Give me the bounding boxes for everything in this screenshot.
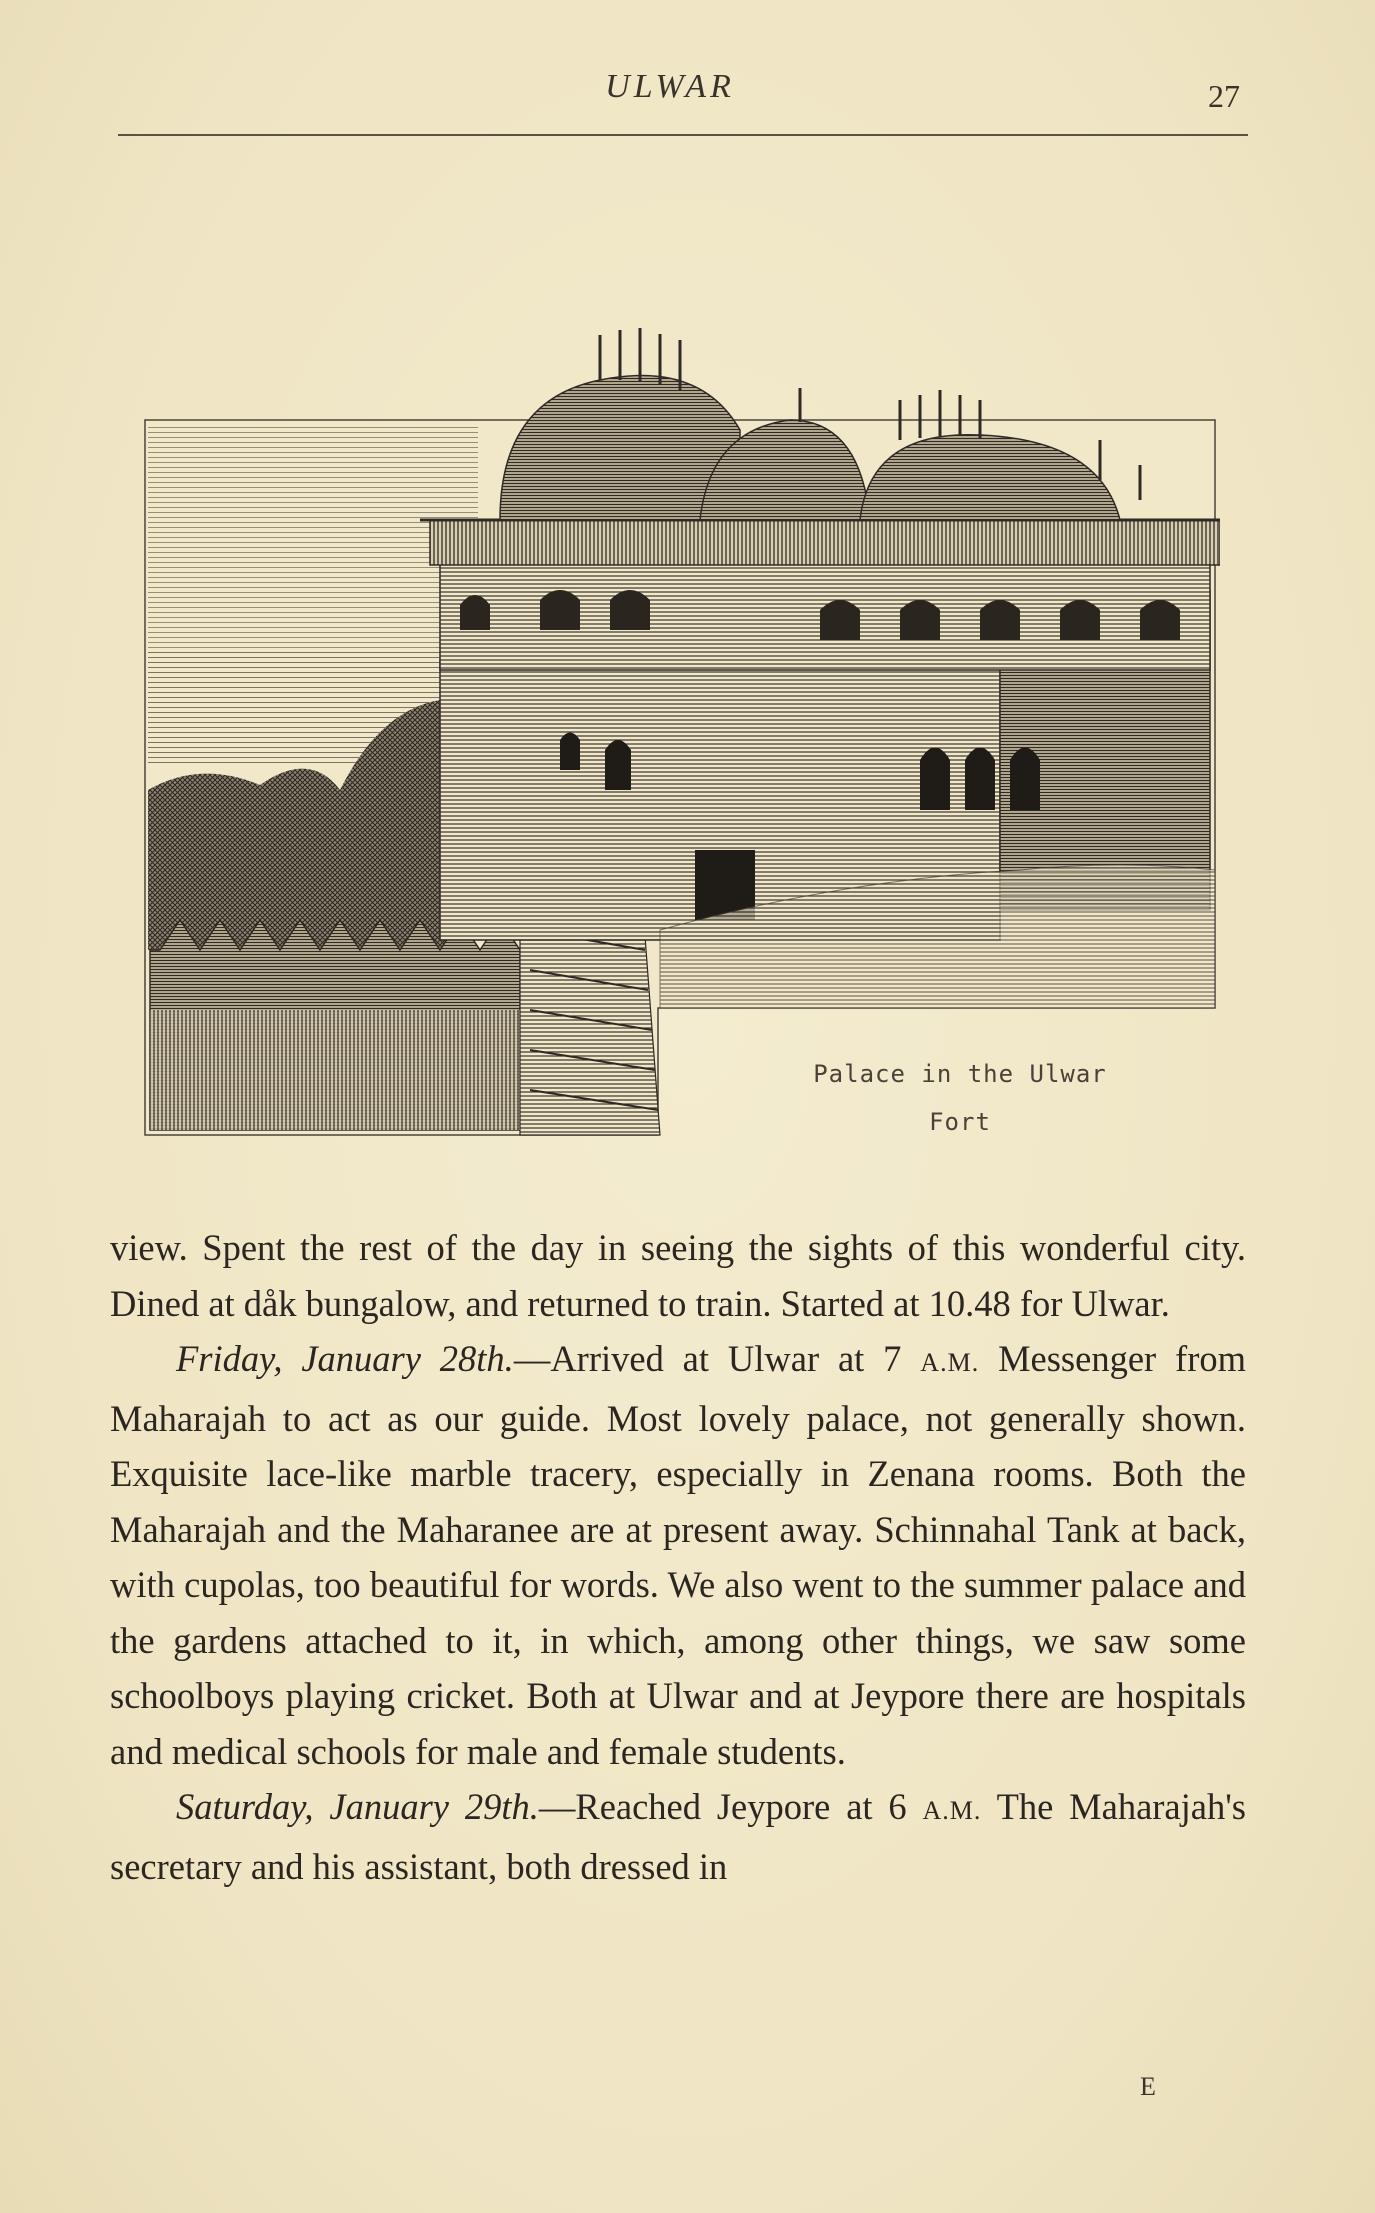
running-title: ULWAR [605,68,735,105]
body-text [110,1220,1246,1894]
caption-line-1: Palace in the Ulwar [813,1060,1107,1088]
figure-caption [780,1050,1140,1146]
paragraph-3: Saturday, January 29th.—Reached Jeypore at 6 A.M. The Maharajah's secretary and his assistant, both dressed in [110,1786,1246,1887]
gallery-balcony [430,520,1220,565]
palace-engraving [140,230,1220,1140]
engraving-figure [140,230,1220,1140]
header-rule [118,134,1248,136]
dateline-saturday: Saturday, January 29th. [176,1786,539,1827]
page-number: 27 [1208,78,1240,114]
caption-line-2: Fort [929,1108,991,1136]
paragraph-1: view. Spent the rest of the day in seeing the sights of this wonderful city. Dined at dåk bungalow, and returned to train. Started at 10.48 for Ulwar. [110,1227,1246,1324]
paragraph-2: Friday, January 28th.—Arrived at Ulwar at 7 A.M. Messenger from Maharajah to act as our guide. Most lovely palace, not generally shown. Exquisite lace-like marble tracery, especially in Zenana rooms. Both the Maharajah and the Maharanee are at present away. Schinnahal Tank at back, with cupolas, too beautiful for words. We also went to the summer palace and the gardens attached to it, in which, among other things, we saw some schoolboys playing cricket. Both at Ulwar and at Jeypore there are hospitals and medical schools for male and female students. [110,1338,1246,1772]
dateline-friday: Friday, January 28th. [176,1338,514,1379]
running-head [0,68,1375,118]
signature-mark: E [1140,2072,1156,2101]
